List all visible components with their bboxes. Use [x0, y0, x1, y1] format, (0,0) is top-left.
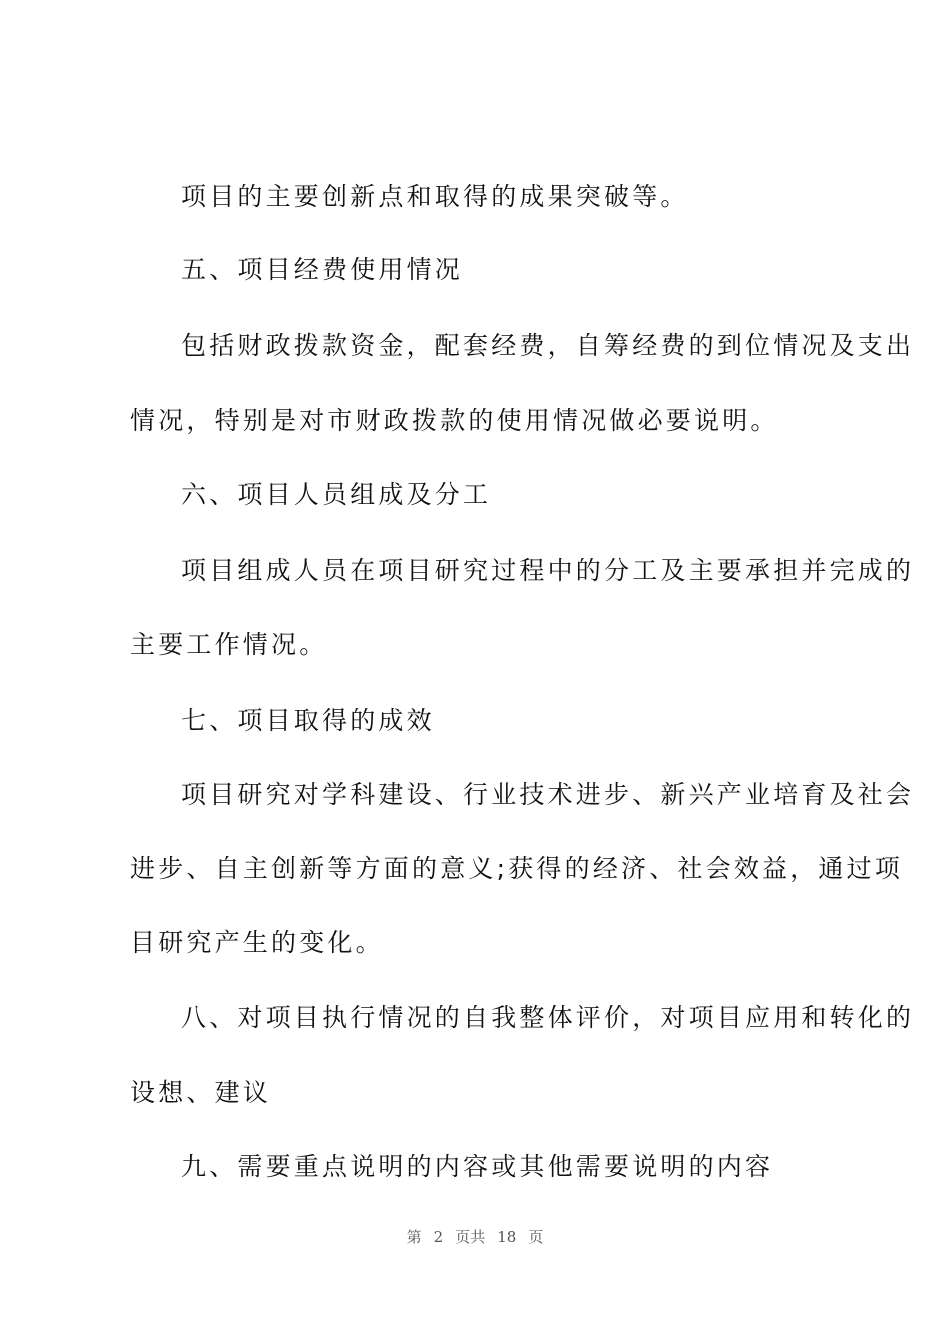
section-heading: 八、对项目执行情况的自我整体评价，对项目应用和转化的 — [181, 1003, 915, 1032]
paragraph-line: 项目组成人员在项目研究过程中的分工及主要承担并完成的 — [181, 556, 915, 585]
footer-middle: 页共 — [455, 1228, 486, 1246]
section-heading: 五、项目经费使用情况 — [181, 255, 464, 284]
section-heading: 七、项目取得的成效 — [181, 706, 435, 735]
footer-prefix: 第 — [406, 1228, 422, 1246]
footer-suffix: 页 — [528, 1228, 544, 1246]
paragraph-line: 设想、建议 — [130, 1078, 272, 1107]
paragraph-line: 包括财政拨款资金，配套经费，自筹经费的到位情况及支出 — [181, 331, 915, 360]
paragraph-line: 情况，特别是对市财政拨款的使用情况做必要说明。 — [130, 406, 779, 435]
paragraph-line: 进步、自主创新等方面的意义;获得的经济、社会效益，通过项 — [130, 854, 904, 883]
page-total: 18 — [497, 1228, 517, 1246]
paragraph-line: 主要工作情况。 — [130, 630, 328, 659]
paragraph-line: 目研究产生的变化。 — [130, 928, 384, 957]
section-heading: 九、需要重点说明的内容或其他需要说明的内容 — [181, 1152, 774, 1181]
paragraph-line: 项目的主要创新点和取得的成果突破等。 — [181, 182, 689, 211]
page-footer — [0, 1226, 950, 1247]
paragraph-line: 项目研究对学科建设、行业技术进步、新兴产业培育及社会 — [181, 780, 915, 809]
page-number: 2 — [433, 1228, 444, 1246]
section-heading: 六、项目人员组成及分工 — [181, 480, 492, 509]
